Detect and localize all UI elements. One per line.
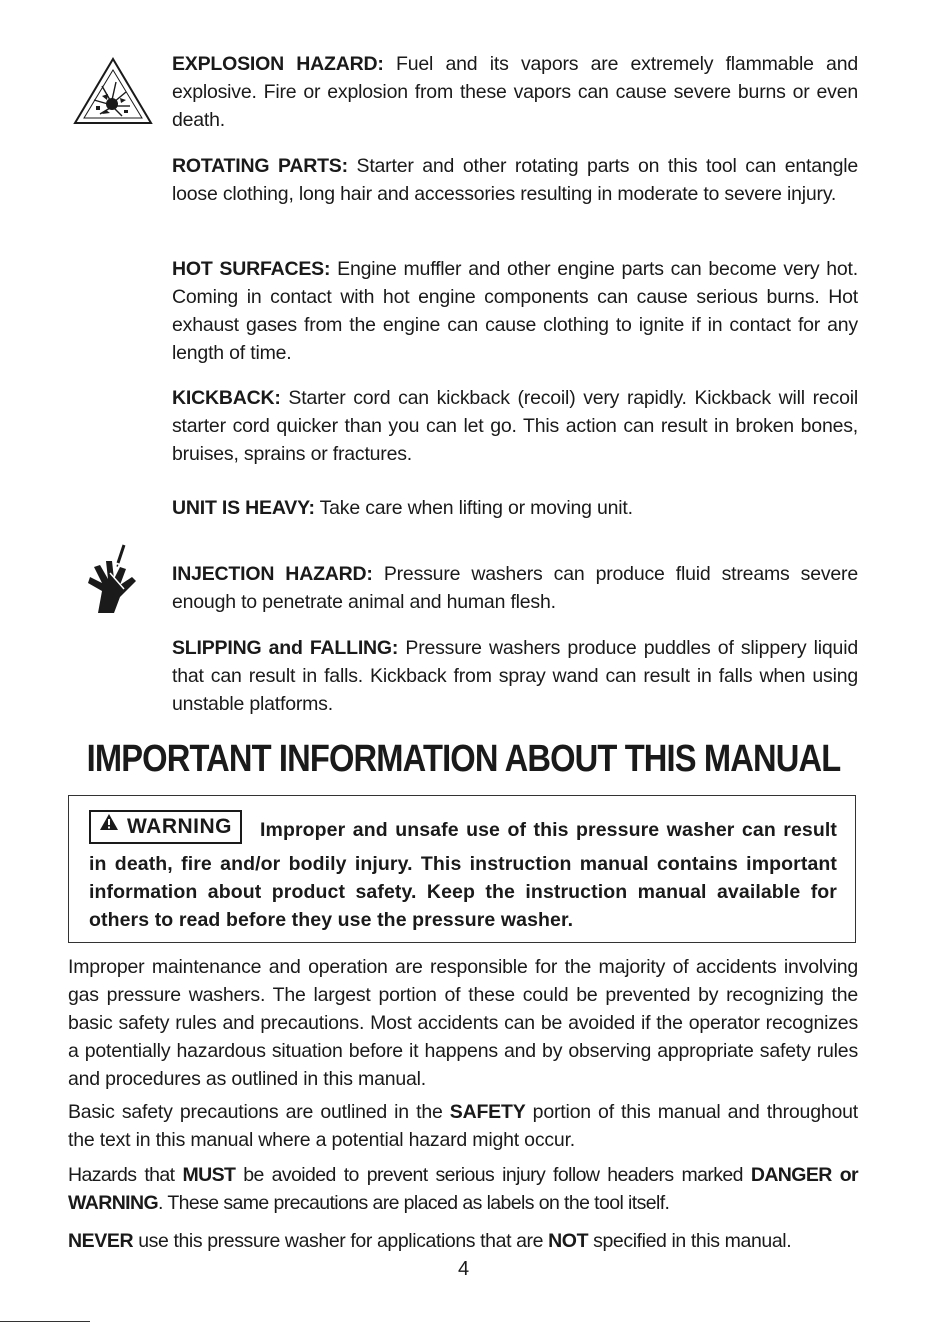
hazard-slipping-falling bbox=[172, 634, 858, 718]
footer-rule bbox=[0, 1321, 90, 1322]
paragraph-text: . These same precautions are placed as labels on the tool itself. bbox=[158, 1192, 670, 1214]
hazard-kickback bbox=[172, 384, 858, 468]
paragraph-text: specified in this manual. bbox=[588, 1230, 792, 1252]
hazard-heading: HOT SURFACES: bbox=[172, 258, 331, 280]
warning-badge bbox=[89, 810, 242, 844]
paragraph-bold: NEVER bbox=[68, 1230, 134, 1252]
warning-triangle-icon bbox=[99, 810, 119, 840]
warning-badge-label: WARNING bbox=[127, 815, 232, 838]
warning-box bbox=[68, 795, 856, 943]
hazard-text: Starter and other rotating parts on this tool can entangle loose clothing, long hair and accessories resulting in moderate to severe injury. bbox=[172, 155, 858, 205]
paragraph-never bbox=[68, 1227, 858, 1255]
hazard-hot-surfaces bbox=[172, 255, 858, 367]
paragraph-text: Hazards that bbox=[68, 1164, 183, 1186]
paragraph-text: Improper maintenance and operation are responsible for the majority of accidents involving gas pressure washers. The largest portion of these could be prevented by recognizing the basic safety rules and precautions. Most accidents can be avoided if the operator recognizes a potentially hazardous situation before it happens and by observing appropriate safety rules and procedures as outlined in this manual. bbox=[68, 956, 858, 1090]
hazard-unit-heavy bbox=[172, 494, 858, 522]
hazard-text: Fuel and its vapors are extremely flammable and explosive. Fire or explosion from these vapors can cause severe burns or even death. bbox=[172, 53, 858, 131]
paragraph-text: Basic safety precautions are outlined in the bbox=[68, 1101, 450, 1123]
hazard-heading: INJECTION HAZARD: bbox=[172, 563, 373, 585]
paragraph-bold: MUST bbox=[182, 1164, 236, 1186]
hazard-heading: SLIPPING and FALLING: bbox=[172, 637, 399, 659]
paragraph-text: use this pressure washer for applications that are bbox=[133, 1230, 549, 1252]
explosion-warning-icon bbox=[72, 56, 154, 131]
hazard-text: Pressure washers can produce fluid streams severe enough to penetrate animal and human flesh. bbox=[172, 563, 858, 613]
hazard-heading: ROTATING PARTS: bbox=[172, 155, 348, 177]
hand-injection-icon bbox=[80, 543, 148, 620]
paragraph-text: portion of this manual and throughout the text in this manual where a potential hazard might occur. bbox=[68, 1101, 858, 1151]
hazard-injection bbox=[172, 560, 858, 616]
paragraph-maintenance bbox=[68, 953, 858, 1093]
paragraph-hazards bbox=[68, 1161, 858, 1217]
hazard-text: Take care when lifting or moving unit. bbox=[314, 497, 633, 519]
warning-text: Improper and unsafe use of this pressure washer can result in death, fire and/or bodily injury. This instruction manual contains important information about product safety. Keep the instruction manual available for others to read before they use the pressure washer. bbox=[89, 819, 837, 931]
hazard-text: Engine muffler and other engine parts can become very hot. Coming in contact with hot engine components can cause serious burns. Hot exhaust gases from the engine can cause clothing to ignite if in contact for any length of time. bbox=[172, 258, 858, 364]
paragraph-bold: SAFETY bbox=[449, 1101, 526, 1123]
paragraph-bold: NOT bbox=[548, 1230, 589, 1252]
hazard-heading: EXPLOSION HAZARD: bbox=[172, 53, 384, 75]
paragraph-text: be avoided to prevent serious injury follow headers marked bbox=[235, 1164, 751, 1186]
paragraph-bold: DANGER or WARNING bbox=[68, 1164, 858, 1214]
hazard-text: Pressure washers produce puddles of slippery liquid that can result in falls. Kickback from spray wand can result in falls when using unstable platforms. bbox=[172, 637, 858, 715]
paragraph-safety bbox=[68, 1098, 858, 1154]
hazard-text: Starter cord can kickback (recoil) very rapidly. Kickback will recoil starter cord quicker than you can let go. This action can result in broken bones, bruises, sprains or fractures. bbox=[172, 387, 858, 465]
page-number: 4 bbox=[457, 1258, 470, 1280]
hazard-explosion bbox=[172, 50, 858, 134]
hazard-heading: UNIT IS HEAVY: bbox=[172, 497, 315, 519]
section-heading: IMPORTANT INFORMATION ABOUT THIS MANUAL bbox=[86, 738, 841, 780]
hazard-rotating-parts bbox=[172, 152, 858, 208]
hazard-heading: KICKBACK: bbox=[172, 387, 281, 409]
